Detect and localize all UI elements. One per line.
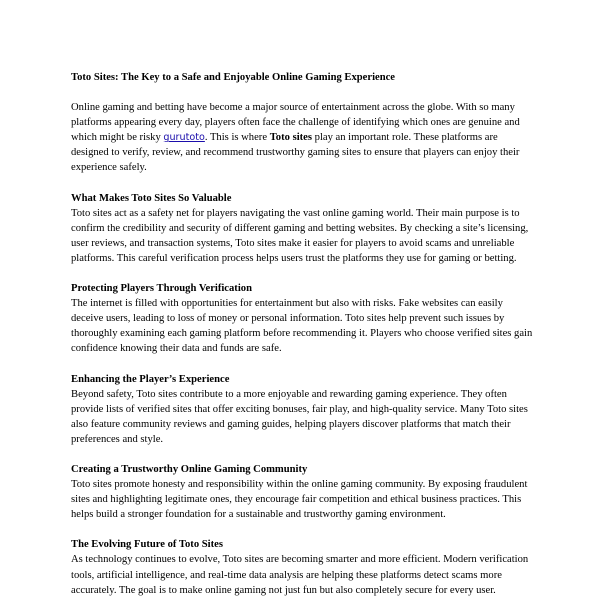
section-valuable [71, 191, 533, 266]
section-community [71, 462, 533, 522]
gurutoto-link[interactable]: gurutoto [163, 132, 205, 144]
intro-text-part3: play an important role. These platforms are designed to verify, review, and recommend trustworthy gaming sites to ensure that players can enjoy their experience safely. [71, 132, 520, 174]
document-title: Toto Sites: The Key to a Safe and Enjoyable Online Gaming Experience [71, 72, 396, 83]
section-body: Beyond safety, Toto sites contribute to a more enjoyable and rewarding gaming experience. They often provide lists of verified sites that offer exciting bonuses, fair play, and high-quality service. Many Toto sites also feature community reviews and gaming guides, helping players discover platforms that match their preferences and style. [71, 388, 528, 445]
section-body: Toto sites promote honesty and responsibility within the online gaming community. By exposing fraudulent sites and highlighting legitimate ones, they encourage fair competition and ethical business practices. This helps build a stronger foundation for a sustainable and trustworthy gaming environment. [71, 479, 528, 521]
section-body: Toto sites act as a safety net for players navigating the vast online gaming world. Their main purpose is to confirm the credibility and security of different gaming and betting websites. By checking a site’s licensing, user reviews, and transaction systems, Toto sites make it easier for players to avoid scams and unreliable platforms. This careful verification process helps users trust the platforms they use for gaming or betting. [71, 207, 529, 264]
section-future [71, 537, 533, 597]
intro-paragraph [71, 100, 533, 175]
section-heading: Protecting Players Through Verification [71, 283, 252, 295]
section-heading: Creating a Trustworthy Online Gaming Community [71, 463, 308, 475]
section-heading: Enhancing the Player’s Experience [71, 373, 230, 385]
section-heading: What Makes Toto Sites So Valuable [71, 192, 232, 204]
intro-text-part2: . This is where [204, 132, 270, 144]
section-heading: The Evolving Future of Toto Sites [71, 539, 223, 551]
section-enhancing [71, 372, 533, 447]
intro-text-part1: Online gaming and betting have become a major source of entertainment across the globe. With so many platforms appearing every day, players often face the challenge of identifying which ones are genuine and which might be risky [71, 102, 520, 144]
section-body: The internet is filled with opportunities for entertainment but also with risks. Fake websites can easily deceive users, leading to loss of money or personal information. Toto sites help prevent such issues by thoroughly examining each gaming platform before recommending it. Players who choose verified sites gain confidence knowing their data and funds are safe. [71, 298, 533, 355]
document-page [71, 70, 533, 613]
section-body: As technology continues to evolve, Toto sites are becoming smarter and more efficient. Modern verification tools, artificial intelligence, and real-time data analysis are helping these platforms detect scams more accurately. The goal is to make online gaming not just fun but also completely secure for every user. [71, 554, 529, 596]
intro-bold-toto-sites: Toto sites [269, 132, 312, 144]
section-protecting [71, 281, 533, 356]
